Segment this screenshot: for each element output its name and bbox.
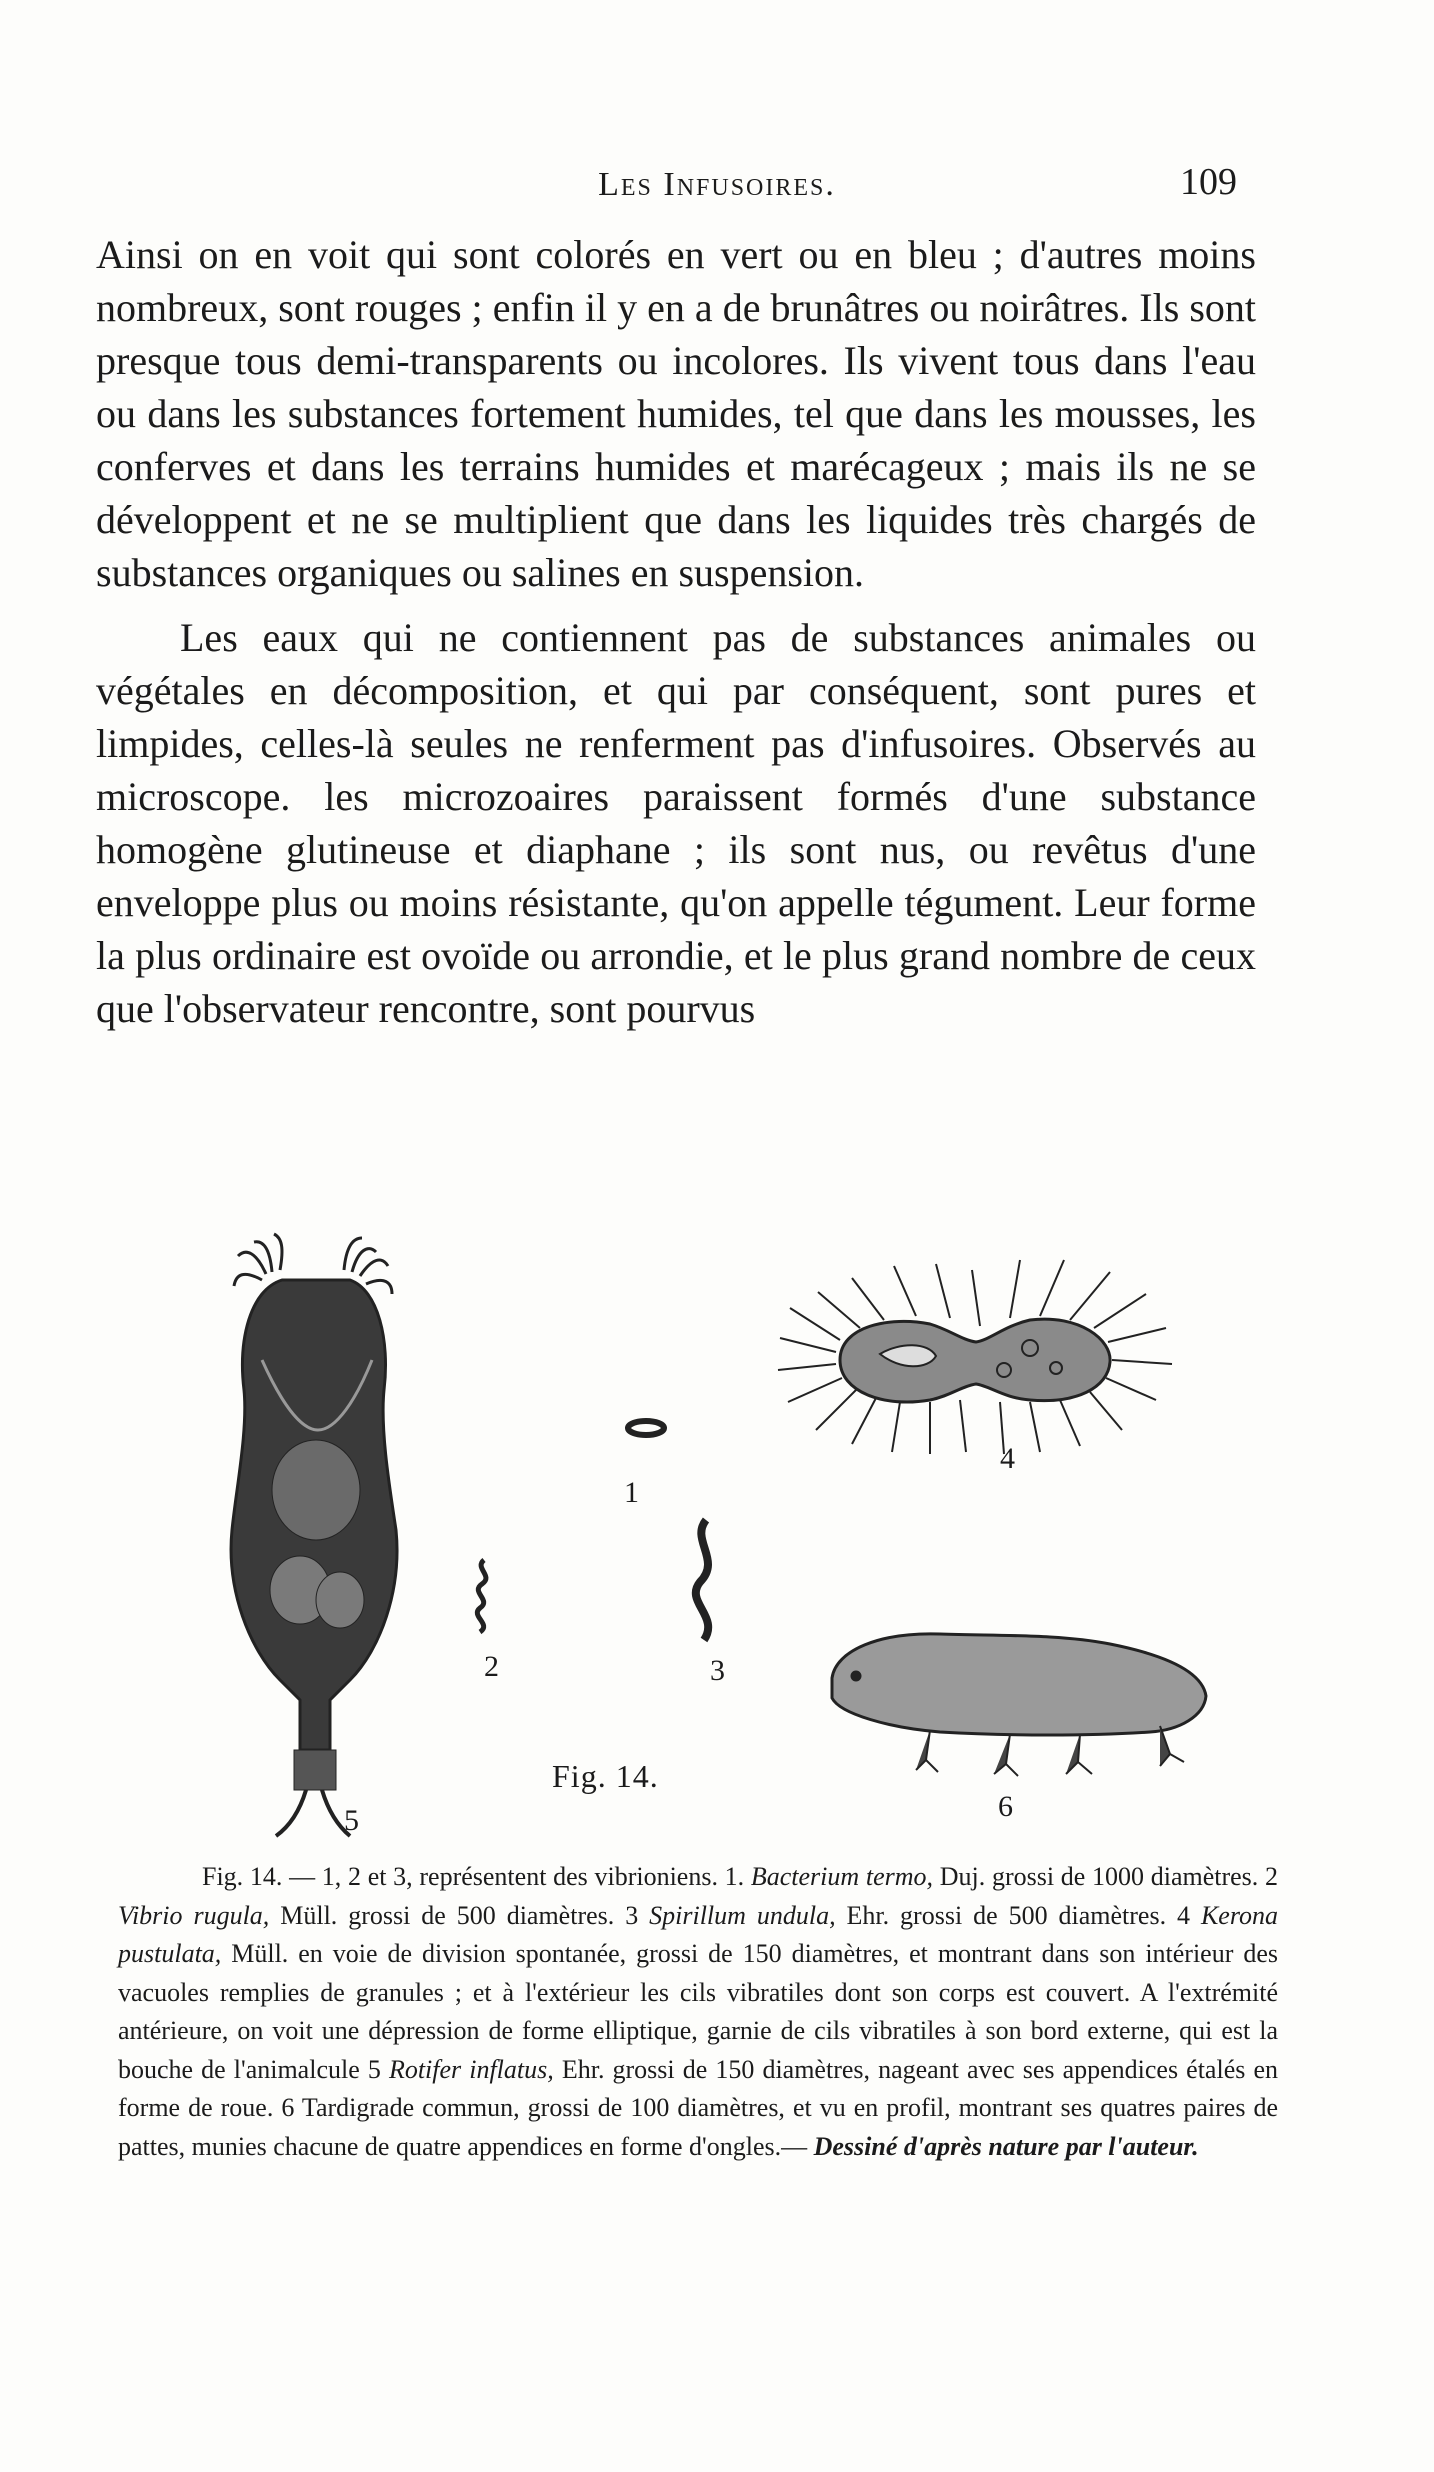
vibrio-drawing bbox=[477, 1560, 486, 1632]
caption-species-1: Bacterium termo, bbox=[750, 1862, 934, 1891]
caption-text-4: Ehr. grossi de 500 diamètres. 4 bbox=[835, 1900, 1201, 1930]
caption-lead: Fig. 14. — 1, 2 et 3, représentent des vibrioniens. 1. bbox=[202, 1862, 751, 1891]
caption-credit: Dessiné d'après nature par l'auteur. bbox=[813, 2131, 1199, 2161]
figure-label-4: 4 bbox=[1000, 1442, 1015, 1475]
caption-text-3: Müll. grossi de 500 diamètres. 3 bbox=[269, 1900, 650, 1930]
figure-label-2: 2 bbox=[484, 1650, 499, 1683]
figure-illustration bbox=[0, 1230, 1434, 1850]
figure-label-1: 1 bbox=[624, 1476, 639, 1509]
caption-species-3: Spirillum undula, bbox=[649, 1900, 836, 1930]
figure-caption bbox=[118, 1858, 1278, 2166]
caption-text-5: Müll. en voie de division spontanée, grossi de 150 diamètres, et montrant dans son intérieur des vacuoles remplies de granules ; et à l'extérieur les cils vibratiles dont son corps est couvert. A l'extrémité antérieure, on voit une dépression de forme elliptique, garnie de cils vibratiles à son bord externe, qui est la bouche de l'animalcule 5 bbox=[118, 1939, 1278, 2084]
spirillum-drawing bbox=[696, 1520, 708, 1640]
figure-14 bbox=[0, 1230, 1434, 1850]
caption-species-4: Kerona pustulata, bbox=[118, 1900, 1278, 1968]
caption-text-2: Duj. grossi de 1000 diamètres. 2 bbox=[933, 1862, 1278, 1891]
body-text bbox=[96, 228, 1256, 1035]
figure-title: Fig. 14. bbox=[552, 1758, 659, 1794]
tardigrade-drawing bbox=[832, 1634, 1206, 1776]
figure-label-6: 6 bbox=[998, 1790, 1013, 1823]
running-head bbox=[0, 160, 1434, 220]
running-title: Les Infusoires. bbox=[598, 166, 836, 203]
paragraph-1: Ainsi on en voit qui sont colorés en vert ou en bleu ; d'autres moins nombreux, sont rouges ; enfin il y en a de brunâtres ou noirâtres. Ils sont presque tous demi-transparents ou incolores. Ils vivent tous dans l'eau ou dans les substances fortement humides, tel que dans les mousses, les conferves et dans les terrains humides et marécageux ; mais ils ne se développent et ne se multiplient que dans les liquides très chargés de substances organiques ou salines en suspension. bbox=[96, 232, 1256, 595]
figure-label-5: 5 bbox=[344, 1804, 359, 1837]
caption-text-6: Ehr. grossi de 150 diamètres, nageant avec ses appendices étalés en forme de roue. 6 Tardigrade commun, grossi de 100 diamètres, et vu en profil, montrant ses quatres paires de pattes, munies chacune de quatre appendices en forme d'ongles.— bbox=[118, 2054, 1278, 2161]
bacterium-drawing bbox=[628, 1421, 664, 1435]
figure-label-3: 3 bbox=[710, 1654, 725, 1687]
caption-species-5: Rotifer inflatus, bbox=[388, 2054, 554, 2084]
kerona-drawing bbox=[778, 1260, 1172, 1454]
caption-species-2: Vibrio rugula, bbox=[118, 1900, 270, 1930]
paragraph-2: Les eaux qui ne contiennent pas de substances animales ou végétales en décomposition, et qui par conséquent, sont pures et limpides, celles-là seules ne renferment pas d'infusoires. Observés au microscope. les microzoaires paraissent formés d'une substance homogène glutineuse et diaphane ; ils sont nus, ou revêtus d'une enveloppe plus ou moins résistante, qu'on appelle tégument. Leur forme la plus ordinaire est ovoïde ou arrondie, et le plus grand nombre de ceux que l'observateur rencontre, sont pourvus bbox=[96, 615, 1256, 1031]
page-number: 109 bbox=[1180, 161, 1237, 203]
rotifer-drawing bbox=[231, 1234, 397, 1836]
